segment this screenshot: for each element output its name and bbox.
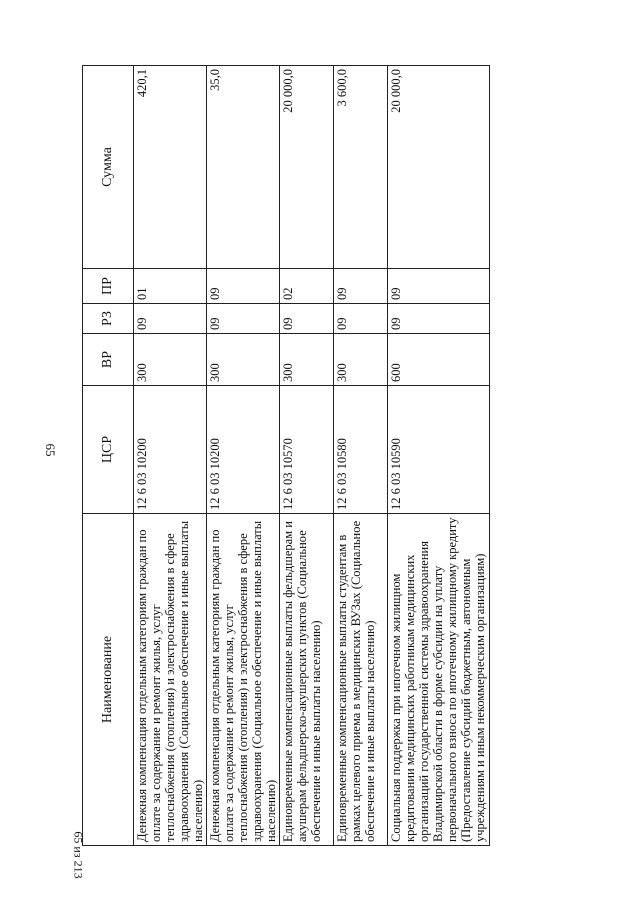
- cell-name: Единовременные компенсационные выплаты фельдшерам и акушерам фельдшерско-акушерских пунктов (Социальное обеспечение и иные выплаты населению): [280, 514, 334, 846]
- header-rz: РЗ: [83, 304, 134, 334]
- cell-sum: 20 000,0: [280, 66, 334, 269]
- cell-csr: 12 6 03 10580: [334, 386, 388, 514]
- cell-csr: 12 6 03 10200: [134, 386, 207, 514]
- cell-pr: 01: [134, 269, 207, 304]
- cell-rz: 09: [134, 304, 207, 334]
- cell-csr: 12 6 03 10570: [280, 386, 334, 514]
- header-name: Наименование: [83, 514, 134, 846]
- cell-csr: 12 6 03 10590: [388, 386, 490, 514]
- header-sum: Сумма: [83, 66, 134, 269]
- budget-table: [82, 65, 490, 846]
- cell-vr: 300: [334, 334, 388, 386]
- cell-pr: 09: [334, 269, 388, 304]
- page-number: 65: [43, 443, 58, 457]
- cell-rz: 09: [388, 304, 490, 334]
- table-row: [280, 66, 334, 846]
- table-row: [334, 66, 388, 846]
- budget-table-rotated: [82, 66, 490, 846]
- header-vr: ВР: [83, 334, 134, 386]
- cell-vr: 300: [134, 334, 207, 386]
- cell-vr: 600: [388, 334, 490, 386]
- header-pr: ПР: [83, 269, 134, 304]
- cell-pr: 09: [207, 269, 280, 304]
- cell-sum: 3 600,0: [334, 66, 388, 269]
- cell-sum: 20 000,0: [388, 66, 490, 269]
- cell-vr: 300: [280, 334, 334, 386]
- cell-rz: 09: [280, 304, 334, 334]
- cell-name: Денежная компенсация отдельным категориям граждан по оплате за содержание и ремонт жилья, услуг теплоснабжения (отопления) и электроснабжения в сфере здравоохранения (Социальное обеспечение и иные выплаты населению): [207, 514, 280, 846]
- cell-pr: 09: [388, 269, 490, 304]
- cell-csr: 12 6 03 10200: [207, 386, 280, 514]
- cell-sum: 35,0: [207, 66, 280, 269]
- table-row: [388, 66, 490, 846]
- table-header-row: [83, 66, 134, 846]
- cell-name: Социальная поддержка при ипотечном жилищном кредитовании медицинских работникам медицинских организаций государственной системы здравоохранения Владимирской области в форме субсидии на уплату первоначального взноса по ипотечному жилищному кредиту (Предоставление субсидий бюджетным, автономным учреждениям и иным некоммерческим организациям): [388, 514, 490, 846]
- cell-vr: 300: [207, 334, 280, 386]
- page-footer: 65 из 213: [71, 831, 86, 879]
- table-row: [207, 66, 280, 846]
- cell-sum: 420,1: [134, 66, 207, 269]
- cell-pr: 02: [280, 269, 334, 304]
- cell-rz: 09: [334, 304, 388, 334]
- table-row: [134, 66, 207, 846]
- cell-name: Единовременные компенсационные выплаты студентам в рамках целевого приема в медицинских ВУЗах (Социальное обеспечение и иные выплаты населению): [334, 514, 388, 846]
- cell-name: Денежная компенсация отдельным категориям граждан по оплате за содержание и ремонт жилья, услуг теплоснабжения (отопления) и электроснабжения в сфере здравоохранения (Социальное обеспечение и иные выплаты населению): [134, 514, 207, 846]
- cell-rz: 09: [207, 304, 280, 334]
- header-csr: ЦСР: [83, 386, 134, 514]
